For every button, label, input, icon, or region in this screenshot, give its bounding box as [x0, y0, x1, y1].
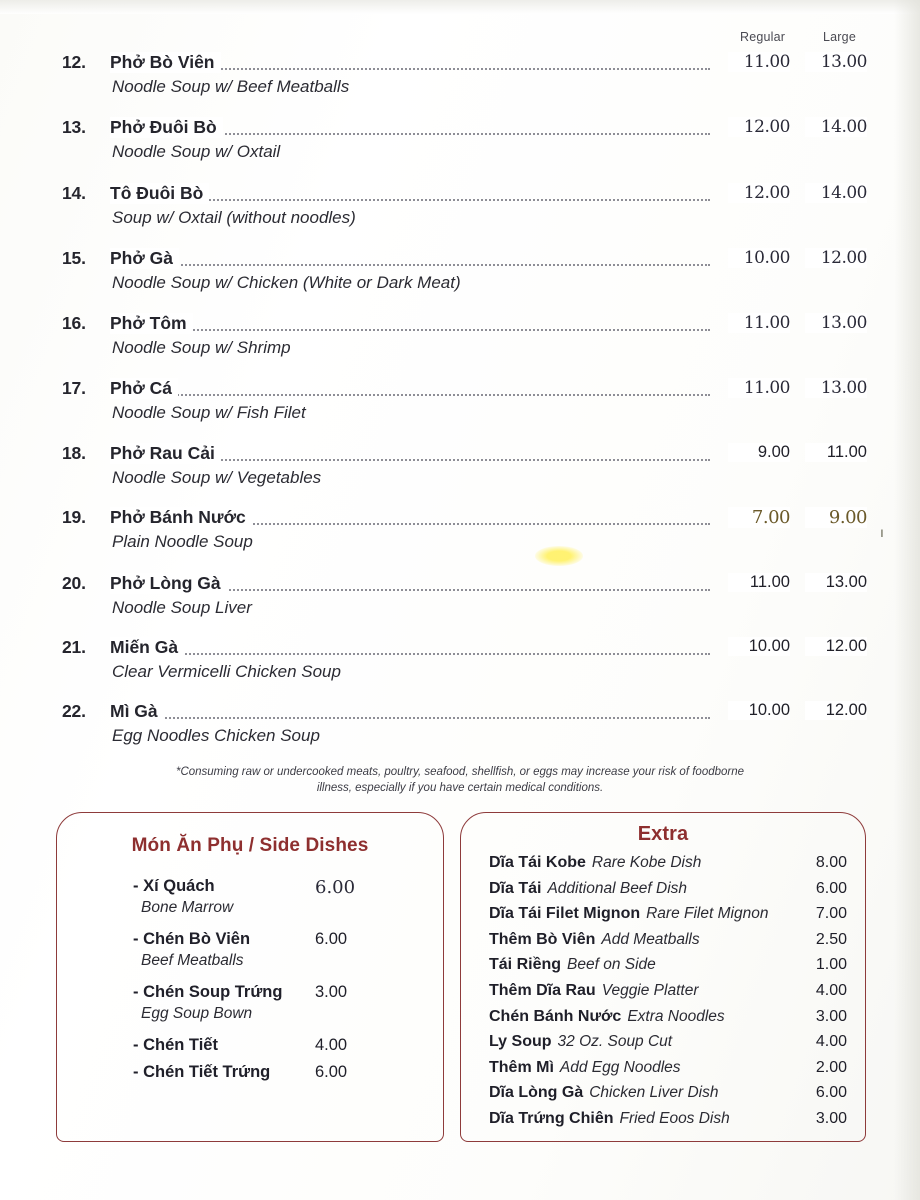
menu-item	[0, 179, 920, 227]
menu-item-description: Noodle Soup w/ Fish Filet	[112, 403, 306, 422]
pen-tick-mark: ı	[880, 524, 884, 540]
menu-item	[0, 697, 920, 745]
extra-name-vn: Dĩa Tái	[489, 879, 542, 897]
side-dish-price: 6.00	[315, 877, 356, 898]
side-dish-name: - Chén Bò Viên	[133, 930, 251, 948]
menu-item-price-large: 13.00	[805, 52, 867, 72]
extra-row	[489, 956, 851, 982]
dot-leader	[110, 329, 710, 331]
menu-item-description: Noodle Soup Liver	[112, 598, 252, 617]
menu-item	[0, 113, 920, 161]
extra-name-vn: Dĩa Trứng Chiên	[489, 1109, 614, 1127]
menu-item-main-row	[0, 113, 920, 161]
menu-item-price-regular: 11.00	[728, 378, 790, 398]
menu-item-price-large: 9.00	[805, 507, 867, 528]
extra-name-en: 32 Oz. Soup Cut	[557, 1033, 673, 1051]
side-dish-name: - Chén Soup Trứng	[133, 983, 283, 1001]
menu-item-main-row	[0, 697, 920, 745]
extra-name-vn: Chén Bánh Nước	[489, 1007, 622, 1025]
extra-price: 8.00	[815, 854, 847, 871]
menu-item-main-row	[0, 633, 920, 681]
side-dish-description: Beef Meatballs	[141, 952, 244, 969]
menu-item-name: Phở Bánh Nước	[110, 507, 252, 528]
menu-item-price-regular: 9.00	[728, 443, 790, 462]
menu-item-name: Phở Gà	[110, 248, 179, 269]
side-dishes-box	[56, 812, 444, 1142]
extra-name-vn: Dĩa Tái Kobe	[489, 854, 586, 871]
menu-item-main-row	[0, 569, 920, 617]
menu-item-price-large: 12.00	[805, 248, 867, 268]
menu-item	[0, 309, 920, 357]
side-dish-row	[57, 1036, 443, 1063]
menu-item-description: Noodle Soup w/ Shrimp	[112, 338, 291, 357]
menu-item-name: Miến Gà	[110, 637, 184, 658]
extra-name-en: Add Egg Noodles	[559, 1058, 681, 1076]
menu-item-number: 16.	[62, 313, 86, 333]
disclaimer-line-1: *Consuming raw or undercooked meats, poultry, seafood, shellfish, or eggs may increase your risk of foodborne	[175, 766, 745, 778]
menu-item-price-regular: 10.00	[728, 248, 790, 268]
side-dish-row	[57, 983, 443, 1022]
menu-item-price-regular: 12.00	[728, 183, 790, 203]
menu-item-number: 12.	[62, 52, 86, 72]
menu-item-number: 14.	[62, 183, 86, 203]
extra-row	[489, 1008, 851, 1034]
menu-item-price-large: 12.00	[805, 701, 867, 720]
dot-leader	[110, 717, 710, 719]
menu-item-description: Noodle Soup w/ Vegetables	[112, 468, 322, 487]
menu-item	[0, 569, 920, 617]
menu-item-main-row	[0, 439, 920, 487]
health-disclaimer	[0, 765, 920, 796]
extra-row	[489, 1110, 851, 1136]
side-dish-row	[57, 930, 443, 969]
column-header-large: Large	[823, 30, 856, 44]
dot-leader	[110, 394, 710, 396]
extra-name-vn: Thêm Mì	[489, 1058, 554, 1076]
extra-row	[489, 982, 851, 1008]
side-dish-row	[57, 877, 443, 916]
extra-row	[489, 931, 851, 957]
side-dish-description: Bone Marrow	[141, 899, 234, 916]
extra-row	[489, 1059, 851, 1085]
menu-item-name: Tô Đuôi Bò	[110, 183, 209, 204]
menu-item-main-row	[0, 179, 920, 227]
menu-item-number: 21.	[62, 637, 86, 657]
extra-box	[460, 812, 866, 1142]
dot-leader	[110, 653, 710, 655]
menu-item-number: 17.	[62, 378, 86, 398]
menu-item-number: 20.	[62, 573, 86, 593]
menu-item-price-large: 14.00	[805, 117, 867, 137]
menu-item-description: Egg Noodles Chicken Soup	[112, 726, 320, 745]
menu-item	[0, 439, 920, 487]
menu-item-description: Clear Vermicelli Chicken Soup	[112, 662, 341, 681]
menu-item-price-large: 14.00	[805, 183, 867, 203]
side-dish-name: - Chén Tiết Trứng	[133, 1063, 271, 1081]
menu-item-name: Phở Bò Viên	[110, 52, 221, 73]
menu-item-number: 19.	[62, 507, 86, 527]
menu-item-main-row	[0, 503, 920, 551]
menu-item-price-regular: 11.00	[728, 313, 790, 333]
menu-item-name: Mì Gà	[110, 701, 164, 722]
extra-name-vn: Thêm Bò Viên	[489, 930, 596, 948]
side-dish-name: - Chén Tiết	[133, 1036, 218, 1054]
menu-item-description: Noodle Soup w/ Oxtail	[112, 142, 281, 161]
side-dish-price: 6.00	[315, 1063, 348, 1081]
extra-name-en: Extra Noodles	[627, 1007, 725, 1025]
extra-row	[489, 880, 851, 906]
menu-item-main-row	[0, 309, 920, 357]
menu-item-description: Noodle Soup w/ Beef Meatballs	[112, 77, 350, 96]
extra-name-vn: Dĩa Tái Filet Mignon	[489, 905, 641, 923]
extra-name-vn: Dĩa Lòng Gà	[489, 1084, 584, 1102]
side-dish-price: 6.00	[315, 930, 348, 948]
side-dish-price: 3.00	[315, 983, 348, 1001]
dot-leader	[110, 264, 710, 266]
menu-item-description: Soup w/ Oxtail (without noodles)	[112, 208, 356, 227]
extra-name-en: Rare Kobe Dish	[591, 854, 702, 871]
menu-item-price-regular: 10.00	[728, 637, 790, 656]
extra-name-en: Additional Beef Dish	[547, 879, 688, 897]
menu-item-description: Noodle Soup w/ Chicken (White or Dark Meat)	[112, 273, 461, 292]
menu-item-main-row	[0, 244, 920, 292]
menu-item-main-row	[0, 374, 920, 422]
menu-item-price-large: 12.00	[805, 637, 867, 656]
menu-item-price-regular: 10.00	[728, 701, 790, 720]
menu-item-number: 13.	[62, 117, 86, 137]
price-column-headers	[0, 30, 920, 48]
extra-price: 3.00	[815, 1109, 847, 1127]
menu-item	[0, 374, 920, 422]
menu-item-name: Phở Lòng Gà	[110, 573, 227, 594]
extra-name-en: Beef on Side	[567, 956, 656, 974]
extra-price: 4.00	[815, 1033, 847, 1051]
menu-item-description: Plain Noodle Soup	[112, 532, 253, 551]
side-dishes-list	[57, 877, 443, 1090]
menu-item-price-large: 13.00	[805, 573, 867, 592]
extra-name-en: Add Meatballs	[601, 930, 700, 948]
side-dish-row	[57, 1063, 443, 1090]
extra-name-vn: Thêm Dĩa Rau	[489, 981, 596, 999]
disclaimer-line-2: illness, especially if you have certain medical conditions.	[316, 781, 604, 794]
menu-item-price-regular: 11.00	[728, 573, 790, 592]
extra-price: 3.00	[815, 1007, 847, 1025]
menu-item-price-regular: 7.00	[728, 507, 790, 528]
extra-name-en: Fried Eoos Dish	[619, 1109, 730, 1127]
menu-item-price-large: 13.00	[805, 313, 867, 333]
extra-row	[489, 905, 851, 931]
extra-name-en: Veggie Platter	[601, 981, 699, 999]
menu-item-name: Phở Tôm	[110, 313, 193, 334]
menu-item	[0, 503, 920, 551]
extra-name-vn: Ly Soup	[489, 1033, 552, 1051]
extra-row	[489, 854, 851, 880]
side-dishes-title: Món Ăn Phụ / Side Dishes	[131, 835, 369, 856]
menu-item-name: Phở Rau Cải	[110, 443, 221, 464]
menu-item-price-regular: 11.00	[728, 52, 790, 72]
extra-row	[489, 1084, 851, 1110]
extra-price: 6.00	[815, 879, 847, 897]
menu-item-main-row	[0, 48, 920, 96]
extra-name-vn: Tái Riềng	[489, 956, 562, 974]
extra-list	[461, 854, 865, 1136]
menu-item	[0, 633, 920, 681]
menu-item-name: Phở Đuôi Bò	[110, 117, 223, 138]
extra-price: 2.00	[815, 1058, 847, 1076]
extra-price: 4.00	[815, 981, 847, 999]
menu-item	[0, 244, 920, 292]
extra-row	[489, 1033, 851, 1059]
column-header-regular: Regular	[740, 30, 786, 44]
highlighter-mark	[535, 546, 583, 566]
menu-item-number: 22.	[62, 701, 86, 721]
side-dish-price: 4.00	[315, 1036, 348, 1054]
extra-price: 7.00	[815, 905, 847, 923]
extra-price: 6.00	[815, 1084, 847, 1102]
extra-price: 1.00	[815, 956, 847, 974]
side-dish-name: - Xí Quách	[133, 877, 215, 895]
menu-item-price-large: 13.00	[805, 378, 867, 398]
side-dish-description: Egg Soup Bown	[141, 1005, 253, 1022]
menu-item	[0, 48, 920, 96]
menu-item-price-large: 11.00	[805, 443, 867, 462]
menu-item-number: 18.	[62, 443, 86, 463]
extra-price: 2.50	[815, 930, 847, 948]
menu-item-name: Phở Cá	[110, 378, 178, 399]
extra-title: Extra	[637, 823, 689, 845]
extra-name-en: Chicken Liver Dish	[589, 1084, 719, 1102]
menu-item-price-regular: 12.00	[728, 117, 790, 137]
menu-item-number: 15.	[62, 248, 86, 268]
extra-name-en: Rare Filet Mignon	[646, 905, 769, 923]
